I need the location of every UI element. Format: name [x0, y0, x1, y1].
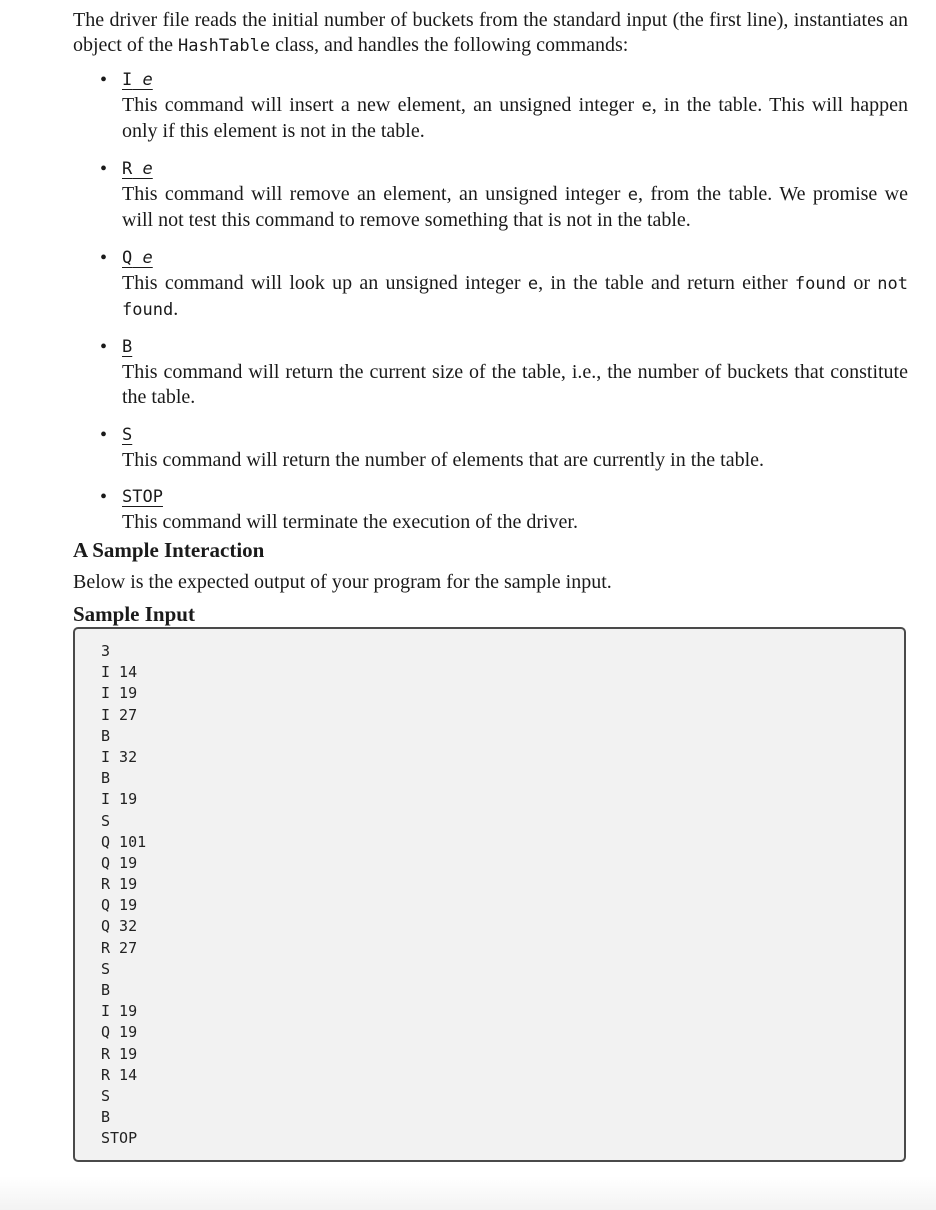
command-item: [73, 423, 908, 473]
command-description: This command will remove an element, an unsigned integer e, from the table. We promise we will not test this command to remove something that is not in the table.: [122, 183, 908, 231]
command-name: B: [122, 337, 133, 357]
code-line: STOP: [101, 1129, 138, 1148]
intro-text-part2: class, and handles the following commands:: [270, 34, 629, 56]
code-line: B: [101, 981, 111, 999]
code-line: I 19: [101, 790, 138, 809]
section-heading-input: Sample Input: [73, 602, 195, 626]
sample-input-lines: [101, 641, 146, 1150]
class-name-code: HashTable: [177, 36, 271, 56]
document-page: [73, 8, 908, 627]
command-list: [73, 68, 908, 535]
section-interaction-text: Below is the expected output of your program for the sample input.: [73, 571, 612, 593]
bullet-icon: •: [100, 486, 108, 508]
code-line: S: [101, 1086, 111, 1105]
code-line: R 19: [101, 875, 138, 894]
command-description: This command will terminate the execution of the driver.: [122, 511, 578, 533]
command-description: This command will insert a new element, an unsigned integer e, in the table. This will happen only if this element is not in the table.: [122, 94, 909, 142]
code-line: R 19: [101, 1044, 138, 1063]
code-line: B: [101, 726, 111, 745]
bullet-icon: •: [100, 336, 108, 358]
command-description: This command will return the number of elements that are currently in the table.: [122, 449, 765, 471]
command-description: This command will look up an unsigned integer e, in the table and return either found or not found.: [122, 272, 908, 320]
code-line: S: [101, 959, 111, 978]
code-line: B: [101, 769, 111, 788]
intro-text-part1: The driver file reads the initial number of buckets from the standard input (the first line), instantiates an object of the: [73, 9, 908, 56]
page-bottom-edge: [0, 1176, 936, 1210]
command-item: [73, 246, 908, 323]
section-heading-interaction: A Sample Interaction: [73, 538, 265, 562]
code-line: 3: [101, 642, 111, 660]
bullet-icon: •: [100, 247, 108, 269]
command-name: S: [122, 425, 133, 445]
code-line: I 19: [101, 684, 138, 703]
code-line: I 27: [101, 705, 138, 724]
intro-paragraph: [73, 8, 908, 59]
command-description: This command will return the current size of the table, i.e., the number of buckets that constitute the table.: [122, 361, 908, 408]
command-item: [73, 335, 908, 410]
command-name: STOP: [122, 487, 163, 507]
code-line: I 19: [101, 1002, 138, 1021]
command-name: I e: [122, 70, 153, 90]
code-line: I 14: [101, 663, 138, 682]
command-item: [73, 68, 908, 144]
code-line: R 27: [101, 938, 138, 957]
code-line: Q 19: [101, 1023, 138, 1042]
command-item: [73, 485, 908, 535]
bullet-icon: •: [100, 424, 108, 446]
code-line: Q 19: [101, 896, 138, 915]
code-line: Q 101: [101, 832, 147, 851]
code-line: Q 32: [101, 917, 138, 936]
sample-input-code-block: [73, 627, 906, 1162]
code-line: I 32: [101, 747, 138, 766]
command-name: Q e: [122, 248, 153, 268]
code-line: Q 19: [101, 853, 138, 872]
code-line: S: [101, 811, 111, 830]
command-item: [73, 157, 908, 233]
command-name: R e: [122, 159, 153, 179]
code-line: B: [101, 1108, 111, 1127]
bullet-icon: •: [100, 69, 108, 91]
bullet-icon: •: [100, 158, 108, 180]
code-line: R 14: [101, 1065, 138, 1084]
